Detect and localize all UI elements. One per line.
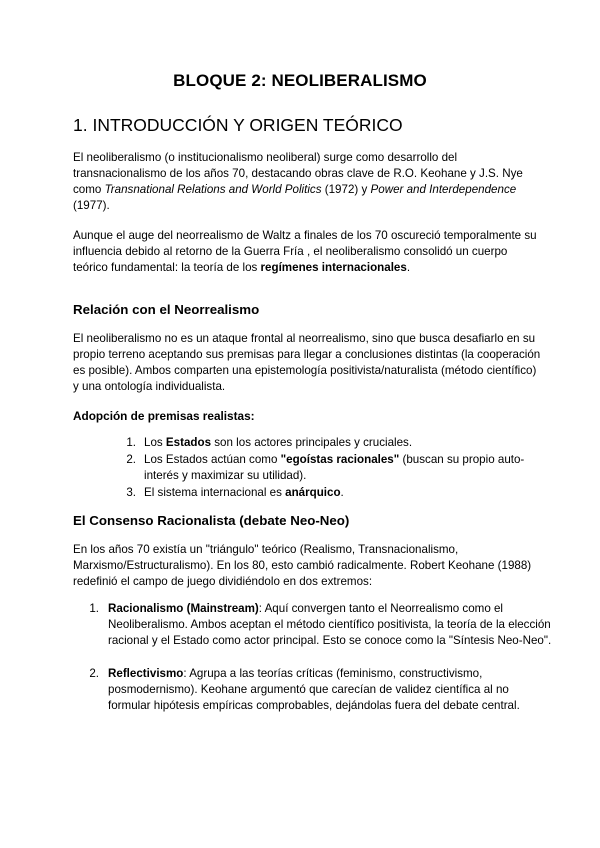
list-item-text-c: (buscan su propio auto-interés y maximizar su utilidad). xyxy=(144,453,525,482)
list-item-text xyxy=(144,452,548,484)
list-item-text-c: : Agrupa a las teorías críticas (feminismo, constructivismo, posmodernismo). Keohane argumentó que carecían de validez científica al no formular hipótesis empíricas comprobables, dejándolas fuera del debate central. xyxy=(108,667,520,712)
list-number: 1. xyxy=(126,436,136,449)
list-number: 2. xyxy=(126,453,136,466)
paragraph-origen xyxy=(73,150,543,214)
term-regimenes: regímenes internacionales xyxy=(260,261,407,274)
paragraph-relacion: El neoliberalismo no es un ataque frontal al neorrealismo, sino que busca desafiarlo en su propio terreno aceptando sus premisas para llegar a conclusiones distintas (la cooperación es posible). Ambos comparten una epistemología positivista/naturalista (método científico) y una ontología individualista. xyxy=(73,332,541,393)
book-title-power: Power and Interdependence xyxy=(370,183,517,196)
paragraph-regimenes-end: . xyxy=(406,261,411,274)
subheading-relacion-neorrealismo: Relación con el Neorrealismo xyxy=(73,302,260,317)
term-anarquico: anárquico xyxy=(285,486,341,499)
document-title: BLOQUE 2: NEOLIBERALISMO xyxy=(173,71,427,90)
term-estados: Estados xyxy=(165,436,212,449)
list-number: 3. xyxy=(126,486,136,499)
paragraph-origen-text-2: (1972) y xyxy=(321,183,371,196)
list-item-text-c: : Aquí convergen tanto el Neorrealismo como el Neoliberalismo. Ambos aceptan el método científico positivista, la teoría de la elección racional y el Estado como actor principal. Esto se conoce como la "Síntesis Neo-Neo". xyxy=(108,602,552,647)
book-title-transnational: Transnational Relations and World Politics xyxy=(104,183,322,196)
list-item-text-a: El sistema internacional es xyxy=(144,486,286,499)
term-egoistas-racionales: "egoístas racionales" xyxy=(280,453,400,466)
list-item-text-a: Los Estados actúan como xyxy=(144,453,281,466)
paragraph-origen-text-3: (1977). xyxy=(73,199,110,212)
list-item-text-c: . xyxy=(340,486,344,499)
list-item-text xyxy=(144,435,544,451)
list-number: 2. xyxy=(89,667,99,680)
term-racionalismo: Racionalismo (Mainstream) xyxy=(108,602,259,615)
list-item-text xyxy=(144,485,544,501)
section-heading-introduccion: 1. INTRODUCCIÓN Y ORIGEN TEÓRICO xyxy=(73,115,403,135)
list-item-text-c: son los actores principales y cruciales. xyxy=(211,436,413,449)
paragraph-consenso: En los años 70 existía un "triángulo" teórico (Realismo, Transnacionalismo, Marxismo/Estructuralismo). En los 80, esto cambió radicalmente. Robert Keohane (1988) redefinió el campo de juego dividiéndolo en dos extremos: xyxy=(73,543,532,588)
list-item-text xyxy=(108,666,553,714)
subheading-consenso-racionalista: El Consenso Racionalista (debate Neo-Neo) xyxy=(73,513,350,528)
subheading-premisas: Adopción de premisas realistas: xyxy=(73,409,255,423)
paragraph-regimenes-text: Aunque el auge del neorrealismo de Waltz a finales de los 70 oscureció temporalmente su influencia debido al retorno de la Guerra Fría , el neoliberalismo consolidó un cuerpo teórico fundamental: la teoría de los xyxy=(73,229,537,274)
list-item-text xyxy=(108,601,553,649)
list-item-text-a: Los xyxy=(144,436,166,449)
paragraph-regimenes xyxy=(73,228,543,276)
term-reflectivismo: Reflectivismo xyxy=(108,667,184,680)
paragraph-origen-text: El neoliberalismo (o institucionalismo neoliberal) surge como desarrollo del transnacionalismo de los años 70, destacando obras clave de R.O. Keohane y J.S. Nye como xyxy=(73,151,523,196)
list-number: 1. xyxy=(89,602,99,615)
